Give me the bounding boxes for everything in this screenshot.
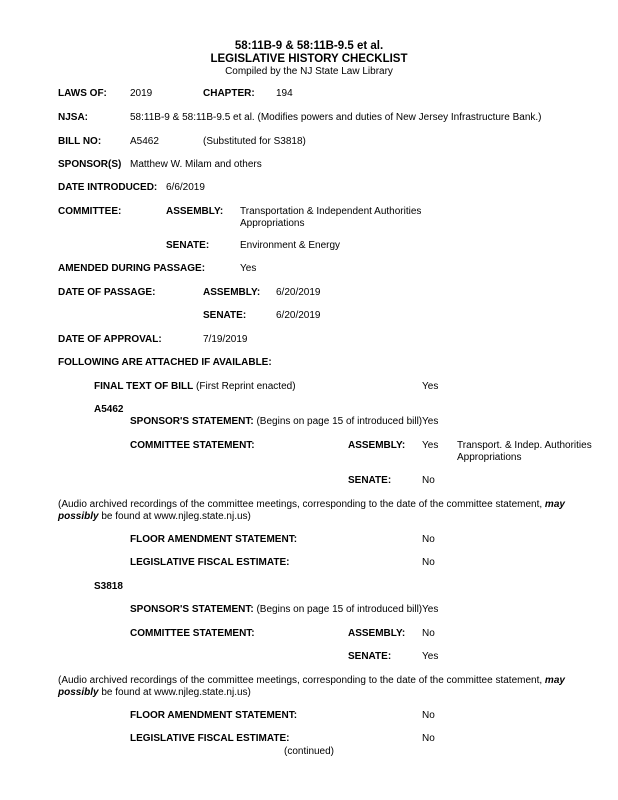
bill-no-label: BILL NO:	[58, 136, 102, 147]
a5462-cs-senate-value: No	[422, 475, 435, 486]
a5462-cs-assembly-value: Yes	[422, 440, 439, 451]
s3818-fiscal-estimate-label: LEGISLATIVE FISCAL ESTIMATE:	[130, 733, 290, 744]
committee-assembly-label: ASSEMBLY:	[166, 206, 224, 217]
passage-assembly-value: 6/20/2019	[276, 287, 321, 298]
attached-heading: FOLLOWING ARE ATTACHED IF AVAILABLE:	[58, 357, 272, 368]
passage-assembly-label: ASSEMBLY:	[203, 287, 261, 298]
bill-no-note: (Substituted for S3818)	[203, 136, 306, 147]
final-text-value: Yes	[422, 381, 439, 392]
a5462-audio-note-em: may possibly	[58, 499, 565, 522]
a5462-fiscal-estimate-value: No	[422, 557, 435, 568]
a5462-sponsor-statement-row	[130, 416, 422, 428]
final-text-row	[94, 381, 296, 393]
s3818-cs-assembly-label: ASSEMBLY:	[348, 628, 406, 639]
a5462-sponsor-statement-value: Yes	[422, 416, 439, 427]
s3818-audio-note	[58, 675, 608, 699]
a5462-sponsor-statement-label: SPONSOR'S STATEMENT:	[130, 416, 254, 427]
final-text-label: FINAL TEXT OF BILL	[94, 381, 194, 392]
s3818-cs-senate-label: SENATE:	[348, 651, 392, 662]
s3818-floor-amendment-label: FLOOR AMENDMENT STATEMENT:	[130, 710, 298, 721]
s3818-sponsor-statement-value: Yes	[422, 604, 439, 615]
s3818-fiscal-estimate-value: No	[422, 733, 435, 744]
committee-assembly-value-1: Transportation & Independent Authorities	[240, 206, 422, 217]
a5462-fiscal-estimate-label: LEGISLATIVE FISCAL ESTIMATE:	[130, 557, 290, 568]
committee-label: COMMITTEE:	[58, 206, 122, 217]
a5462-cs-senate-label: SENATE:	[348, 475, 392, 486]
bill-no-value: A5462	[130, 136, 159, 147]
a5462-audio-note	[58, 499, 608, 523]
committee-assembly-value-2: Appropriations	[240, 218, 305, 229]
s3818-heading: S3818	[94, 581, 123, 592]
a5462-cs-assembly-label: ASSEMBLY:	[348, 440, 406, 451]
passage-senate-label: SENATE:	[203, 310, 247, 321]
a5462-sponsor-statement-note: (Begins on page 15 of introduced bill)	[256, 416, 423, 427]
date-of-approval-value: 7/19/2019	[203, 334, 248, 345]
a5462-committee-statement-label: COMMITTEE STATEMENT:	[130, 440, 255, 451]
laws-of-label: LAWS OF:	[58, 88, 107, 99]
date-introduced-label: DATE INTRODUCED:	[58, 182, 158, 193]
a5462-floor-amendment-label: FLOOR AMENDMENT STATEMENT:	[130, 534, 298, 545]
s3818-cs-assembly-value: No	[422, 628, 435, 639]
date-introduced-value: 6/6/2019	[166, 182, 205, 193]
title-line-2: LEGISLATIVE HISTORY CHECKLIST	[210, 53, 408, 65]
passage-senate-value: 6/20/2019	[276, 310, 321, 321]
chapter-label: CHAPTER:	[203, 88, 255, 99]
s3818-committee-statement-label: COMMITTEE STATEMENT:	[130, 628, 255, 639]
committee-senate-value: Environment & Energy	[240, 240, 341, 251]
sponsor-label: SPONSOR(S)	[58, 159, 122, 170]
date-of-passage-label: DATE OF PASSAGE:	[58, 287, 156, 298]
s3818-audio-note-post: be found at www.njleg.state.nj.us)	[98, 687, 251, 698]
chapter-value: 194	[276, 88, 293, 99]
final-text-note: (First Reprint enacted)	[196, 381, 296, 392]
date-of-approval-label: DATE OF APPROVAL:	[58, 334, 162, 345]
s3818-audio-note-pre: (Audio archived recordings of the committee meetings, corresponding to the date of the committee statement,	[58, 675, 545, 686]
continued-note: (continued)	[283, 746, 335, 757]
title-line-1: 58:11B-9 & 58:11B-9.5 et al.	[234, 40, 384, 52]
a5462-floor-amendment-value: No	[422, 534, 435, 545]
s3818-sponsor-statement-label: SPONSOR'S STATEMENT:	[130, 604, 254, 615]
s3818-cs-senate-value: Yes	[422, 651, 439, 662]
s3818-sponsor-statement-note: (Begins on page 15 of introduced bill)	[256, 604, 423, 615]
subtitle: Compiled by the NJ State Law Library	[225, 66, 393, 77]
a5462-cs-assembly-committee-1: Transport. & Indep. Authorities	[457, 440, 592, 451]
amended-label: AMENDED DURING PASSAGE:	[58, 263, 206, 274]
a5462-audio-note-post: be found at www.njleg.state.nj.us)	[98, 511, 251, 522]
s3818-audio-note-em: may possibly	[58, 675, 565, 698]
a5462-heading: A5462	[94, 404, 124, 415]
laws-of-value: 2019	[130, 88, 153, 99]
sponsor-value: Matthew W. Milam and others	[130, 159, 262, 170]
committee-senate-label: SENATE:	[166, 240, 210, 251]
s3818-floor-amendment-value: No	[422, 710, 435, 721]
s3818-sponsor-statement-row	[130, 604, 422, 616]
njsa-value: 58:11B-9 & 58:11B-9.5 et al. (Modifies powers and duties of New Jersey Infrastructure Bank.)	[130, 112, 542, 123]
a5462-cs-assembly-committee-2: Appropriations	[457, 452, 522, 463]
a5462-audio-note-pre: (Audio archived recordings of the committee meetings, corresponding to the date of the committee statement,	[58, 499, 545, 510]
amended-value: Yes	[240, 263, 257, 274]
njsa-label: NJSA:	[58, 112, 89, 123]
